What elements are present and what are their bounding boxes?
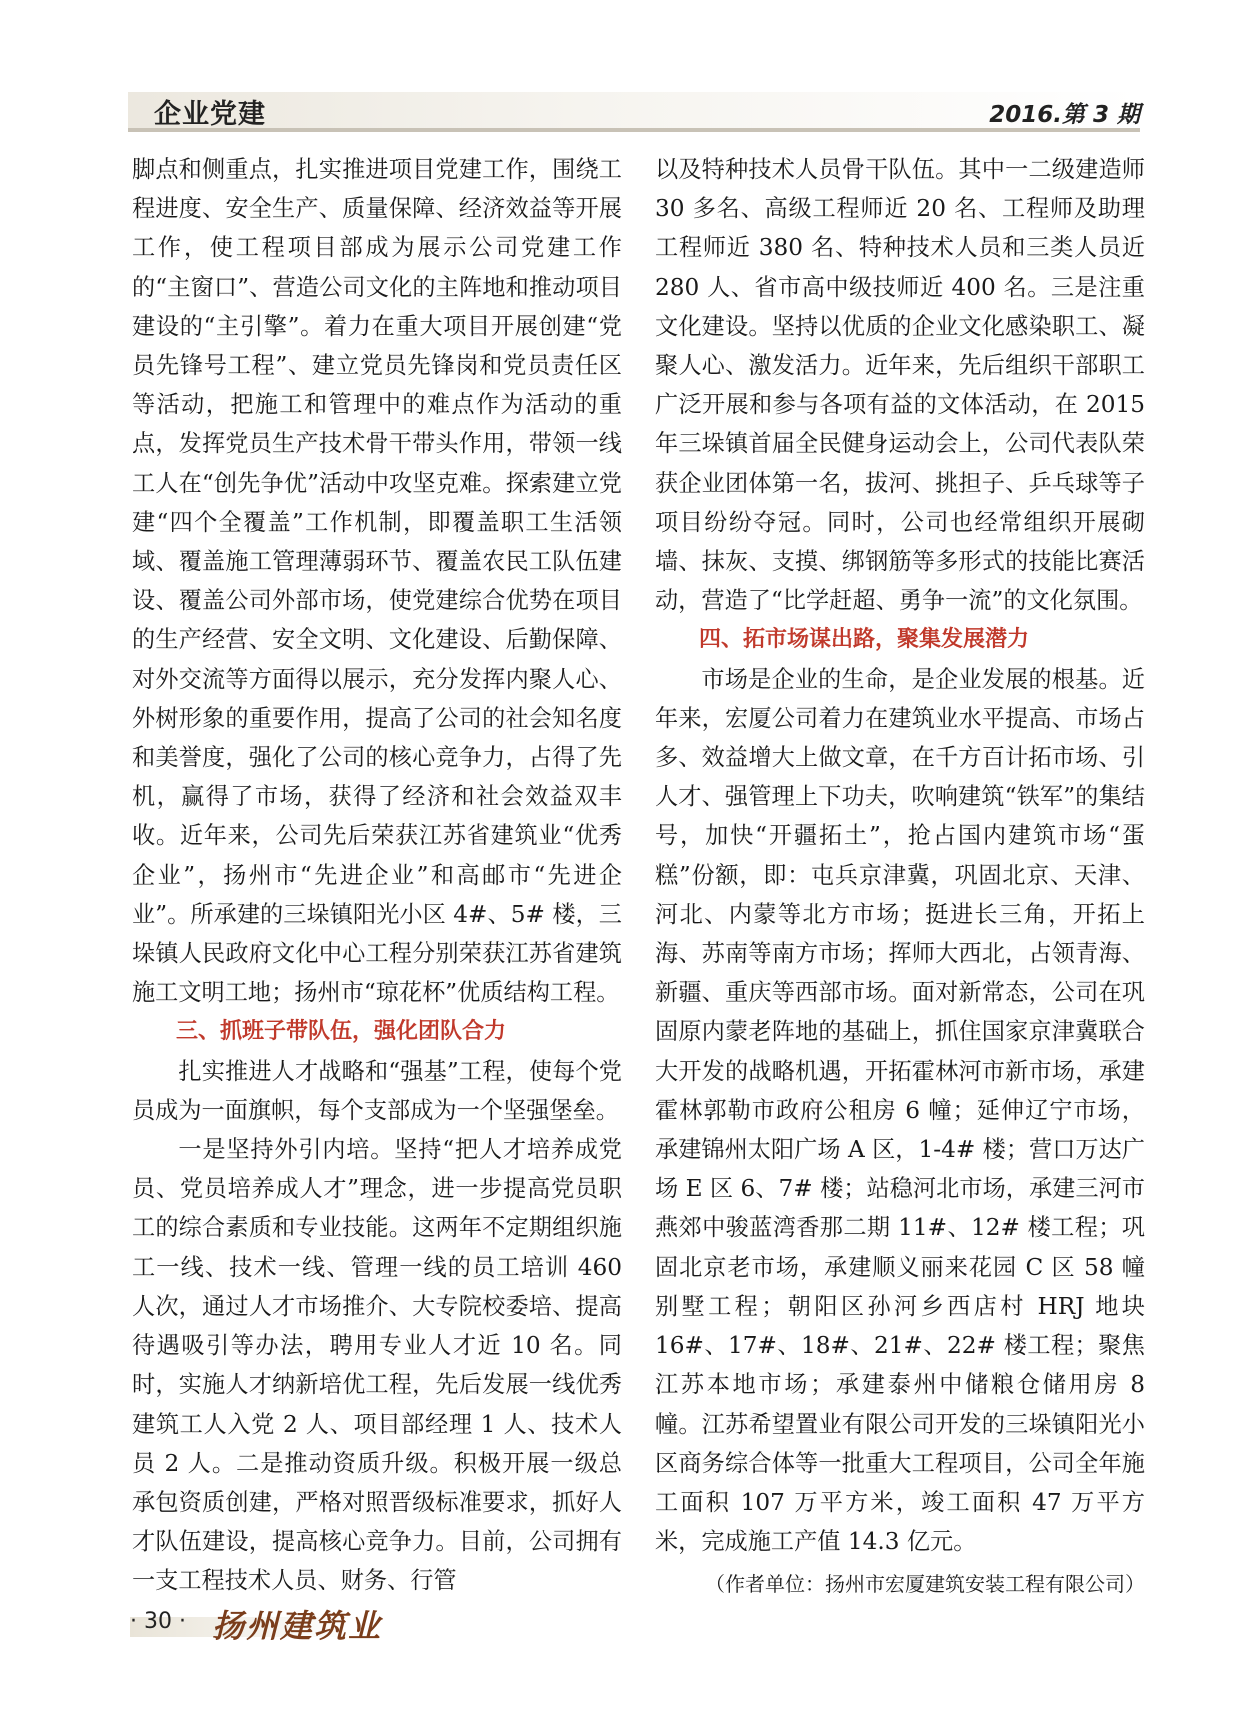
section-title: 企业党建 <box>154 99 266 130</box>
page-header <box>128 92 1140 132</box>
author-affiliation: （作者单位：扬州市宏厦建筑安装工程有限公司） <box>705 1572 1145 1597</box>
paragraph: 脚点和侧重点，扎实推进项目党建工作，围绕工程进度、安全生产、质量保障、经济效益等开展工作，使工程项目部成为展示公司党建工作的“主窗口”、营造公司文化的主阵地和推动项目建设的“主引擎”。着力在重大项目开展创建“党员先锋号工程”、建立党员先锋岗和党员责任区等活动，把施工和管理中的难点作为活动的重点，发挥党员生产技术骨干带头作用，带领一线工人在“创先争优”活动中攻坚克难。探索建立党建“四个全覆盖”工作机制，即覆盖职工生活领域、覆盖施工管理薄弱环节、覆盖农民工队伍建设、覆盖公司外部市场，使党建综合优势在项目的生产经营、安全文明、文化建设、后勤保障、对外交流等方面得以展示，充分发挥内聚人心、外树形象的重要作用，提高了公司的社会知名度和美誉度，强化了公司的核心竞争力，占得了先机，赢得了市场，获得了经济和社会效益双丰收。近年来，公司先后荣获江苏省建筑业“优秀企业”，扬州市“先进企业”和高邮市“先进企业”。所承建的三垛镇阳光小区 4#、5# 楼，三垛镇人民政府文化中心工程分别荣获江苏省建筑施工文明工地；扬州市“琼花杯”优质结构工程。 <box>132 156 622 1007</box>
header-band <box>128 92 1140 128</box>
page-number: · 30 · <box>130 1609 186 1634</box>
paragraph: 扎实推进人才战略和“强基”工程，使每个党员成为一面旗帜，每个支部成为一个坚强堡垒。 <box>132 1057 622 1124</box>
paragraph: 市场是企业的生命，是企业发展的根基。近年来，宏厦公司着力在建筑业水平提高、市场占多、效益增大上做文章，在千方百计拓市场、引人才、强管理上下功夫，吹响建筑“铁军”的集结号，加快“开疆拓土”，抢占国内建筑市场“蛋糕”份额，即：屯兵京津冀，巩固北京、天津、河北、内蒙等北方市场；挺进长三角，开拓上海、苏南等南方市场；挥师大西北，占领青海、新疆、重庆等西部市场。面对新常态，公司在巩固原内蒙老阵地的基础上，抓住国家京津冀联合大开发的战略机遇，开拓霍林河市新市场，承建霍林郭勒市政府公租房 6 幢；延伸辽宁市场，承建锦州太阳广场 A 区，1-4# 楼；营口万达广场 E 区 6、7# 楼；站稳河北市场，承建三河市燕郊中骏蓝湾香那二期 11#、12# 楼工程；巩固北京老市场，承建顺义丽来花园 C 区 58 幢别墅工程；朝阳区孙河乡西店村 HRJ 地块 16#、17#、18#、21#、22# 楼工程；聚焦江苏本地市场；承建泰州中储粮仓储用房 8 幢。江苏希望置业有限公司开发的三垛镇阳光小区商务综合体等一批重大工程项目，公司全年施工面积 107 万平方米，竣工面积 47 万平方米，完成施工产值 14.3 亿元。 <box>655 665 1145 1556</box>
right-column <box>655 150 1145 1605</box>
section-heading: 四、拓市场谋出路，聚集发展潜力 <box>699 627 1030 653</box>
page-footer <box>130 1603 460 1643</box>
paragraph: 以及特种技术人员骨干队伍。其中一二级建造师 30 多名、高级工程师近 20 名、工程师及助理工程师近 380 名、特种技术人员和三类人员近 280 人、省市高中级技师近 400 名。三是注重文化建设。坚持以优质的企业文化感染职工、凝聚人心、激发活力。近年来，先后组织干部职工广泛开展和参与各项有益的文体活动，在 2015 年三垛镇首届全民健身运动会上，公司代表队荣获企业团体第一名，拔河、挑担子、乒乓球等子项目纷纷夺冠。同时，公司也经常组织开展砌墙、抹灰、支摸、绑钢筋等多形式的技能比赛活动，营造了“比学赶超、勇争一流”的文化氛围。 <box>655 156 1145 615</box>
issue-number: 2016.第 3 期 <box>989 102 1140 128</box>
paragraph: 一是坚持外引内培。坚持“把人才培养成党员、党员培养成人才”理念，进一步提高党员职工的综合素质和专业技能。这两年不定期组织施工一线、技术一线、管理一线的员工培训 460 人次，通过人才市场推介、大专院校委培、提高待遇吸引等办法，聘用专业人才近 10 名。同时，实施人才纳新培优工程，先后发展一线优秀建筑工人入党 2 人、项目部经理 1 人、技术人员 2 人。二是推动资质升级。积极开展一级总承包资质创建，严格对照晋级标准要求，抓好人才队伍建设，提高核心竞争力。目前，公司拥有一支工程技术人员、财务、行管 <box>132 1136 622 1595</box>
magazine-logo: 扬州建筑业 <box>212 1607 383 1645</box>
section-heading: 三、抓班子带队伍，强化团队合力 <box>176 1019 507 1045</box>
left-column <box>132 150 622 1601</box>
